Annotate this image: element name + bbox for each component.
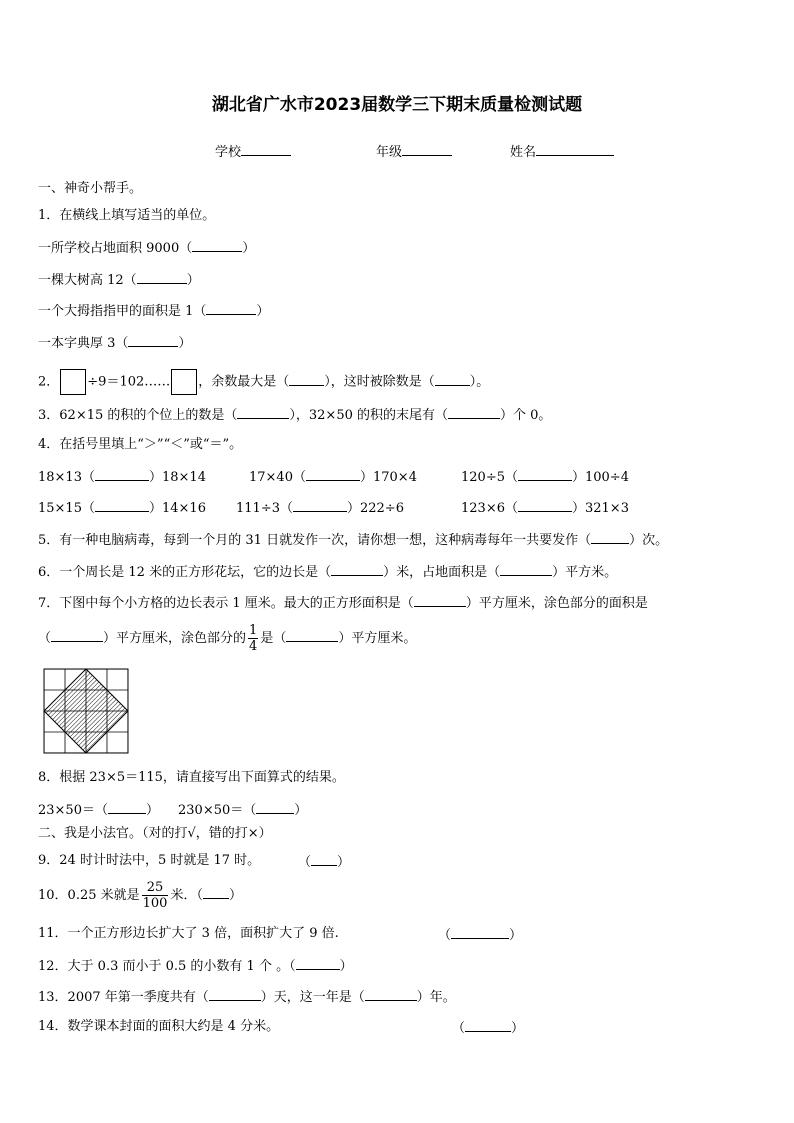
question-1c: 一个大拇指指甲的面积是 1（ ） [38,304,270,319]
grid-lines [44,669,128,753]
question-2: 2． ÷9＝102…… ，余数最大是（ ），这时被除数是（ ）。 [38,369,489,395]
answer-blank[interactable] [95,499,149,512]
answer-blank[interactable] [203,886,229,899]
answer-box[interactable] [60,369,86,395]
answer-blank[interactable] [209,988,261,1001]
compare-item: 17×40（ ）170×4 [249,470,417,485]
answer-blank[interactable] [206,302,256,315]
section-2-heading: 二、我是小法官。（对的打√，错的打×） [38,826,272,841]
answer-blank[interactable] [286,629,338,642]
question-12: 12．大于 0.3 而小于 0.5 的小数有 1 个 。（ ） [38,959,353,974]
question-1b: 一棵大树高 12（ ） [38,273,200,288]
answer-blank[interactable] [293,499,347,512]
section-1-heading: 一、神奇小帮手。 [38,181,143,196]
question-8a: 23×50＝（ ） [38,803,159,818]
answer-blank[interactable] [95,468,149,481]
question-14: 14．数学课本封面的面积大约是 4 分米。 [38,1019,280,1034]
answer-blank[interactable] [518,468,572,481]
question-9: 9．24 时计时法中，5 时就是 17 时。 [38,853,261,868]
question-8-stem: 8．根据 23×5＝115，请直接写出下面算式的结果。 [38,770,345,785]
fraction-25-100: $\frac{25}{100}$ [142,880,168,911]
compare-item: 18×13（ ）18×14 [38,470,206,485]
answer-blank[interactable] [331,563,383,576]
answer-blank[interactable] [51,629,103,642]
question-7-line1: 7．下图中每个小方格的边长表示 1 厘米。最大的正方形面积是（ ）平方厘米，涂色部分的面积是 [38,596,648,611]
question-6: 6．一个周长是 12 米的正方形花坛，它的边长是（ ）米，占地面积是（ ）平方米。 [38,565,618,580]
answer-blank[interactable] [256,801,294,814]
answer-blank[interactable] [289,373,324,386]
compare-item: 111÷3（ ）222÷6 [236,501,404,516]
answer-blank[interactable] [108,801,146,814]
judge-bracket: （ ） [452,1021,525,1036]
answer-blank[interactable] [128,334,178,347]
page-title: 湖北省广水市2023届数学三下期末质量检测试题 [211,95,583,115]
compare-item: 15×15（ ）14×16 [38,501,206,516]
question-1-stem: 1．在横线上填写适当的单位。 [38,208,216,223]
question-4-stem: 4．在括号里填上“＞”“＜”或“＝”。 [38,437,243,452]
grade-field: 年级 [376,141,452,160]
answer-blank[interactable] [435,373,470,386]
question-5: 5．有一种电脑病毒，每到一个月的 31 日就发作一次，请你想一想，这种病毒每年一共要发作（ ）次。 [38,533,669,548]
answer-blank[interactable] [500,563,552,576]
answer-blank[interactable] [311,853,337,866]
question-1d: 一本字典厚 3（ ） [38,336,192,351]
school-blank[interactable] [241,143,291,156]
name-field: 姓名 [510,141,614,160]
answer-blank[interactable] [451,926,509,939]
question-7-line2: （ ）平方厘米，涂色部分的 $\frac{1}{4}$ 是（ ）平方厘米。 [38,623,417,654]
answer-blank[interactable] [365,988,417,1001]
answer-blank[interactable] [237,406,289,419]
answer-blank[interactable] [414,594,466,607]
question-11: 11．一个正方形边长扩大了 3 倍，面积扩大了 9 倍. [38,926,339,941]
judge-bracket: （ ） [438,928,523,943]
question-3: 3．62×15 的积的个位上的数是（ ），32×50 的积的末尾有（ ）个 0。 [38,408,552,423]
name-blank[interactable] [536,143,614,156]
answer-blank[interactable] [296,957,340,970]
question-10: 10．0.25 米就是 $\frac{25}{100}$ 米．（ ） [38,880,242,911]
answer-blank[interactable] [306,468,360,481]
answer-blank[interactable] [591,531,629,544]
answer-blank[interactable] [448,406,500,419]
answer-box[interactable] [171,369,197,395]
grade-blank[interactable] [402,143,452,156]
answer-blank[interactable] [465,1019,511,1032]
compare-item: 120÷5（ ）100÷4 [461,470,629,485]
grid-figure [43,668,129,754]
question-1a: 一所学校占地面积 9000（ ） [38,241,256,256]
school-field: 学校 [215,141,291,160]
question-13: 13．2007 年第一季度共有（ ）天，这一年是（ ）年。 [38,990,456,1005]
judge-bracket: （ ） [298,855,351,870]
question-8b: 230×50＝（ ） [178,803,308,818]
answer-blank[interactable] [518,499,572,512]
compare-item: 123×6（ ）321×3 [461,501,629,516]
answer-blank[interactable] [137,271,187,284]
fraction-one-quarter: $\frac{1}{4}$ [249,623,258,654]
answer-blank[interactable] [192,239,242,252]
